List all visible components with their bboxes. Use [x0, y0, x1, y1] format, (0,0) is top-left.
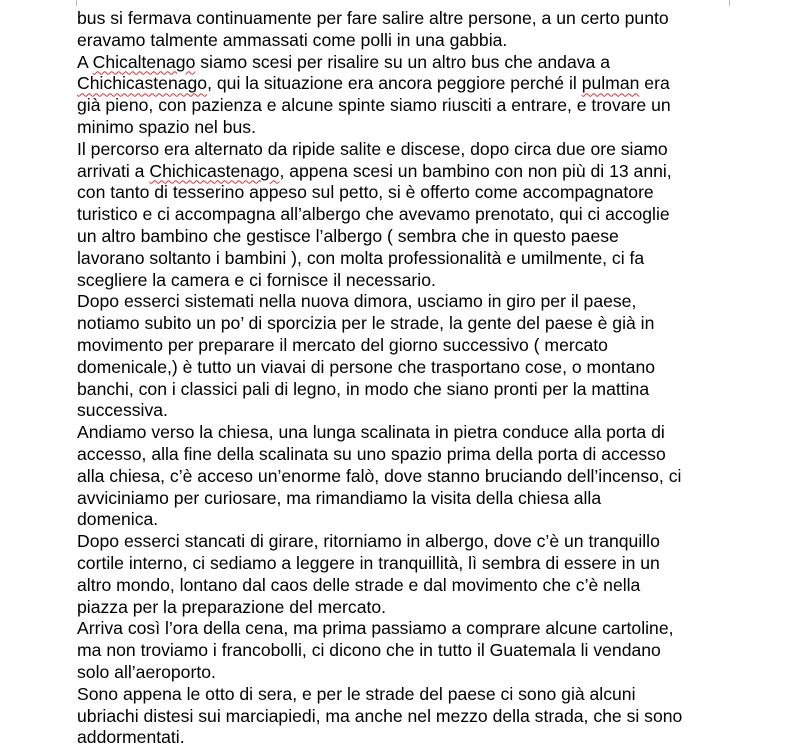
text-segment: Dopo esserci stancati di girare, ritorniamo in albergo, dove c’è un tranquillo	[77, 531, 660, 552]
text-line	[77, 662, 737, 684]
text-segment: minimo spazio nel bus.	[77, 116, 256, 137]
misspelled-word: pulman	[581, 73, 640, 94]
text-segment: notiamo subito un po’ di sporcizia per le strade, la gente del paese è già in	[77, 313, 655, 334]
text-line	[77, 52, 737, 74]
text-segment: addormentati.	[77, 727, 185, 748]
text-segment: Sono appena le otto di sera, e per le strade del paese ci sono già alcuni	[77, 683, 636, 704]
text-segment: lavorano soltanto i bambini ), con molta professionalità e umilmente, ci fa	[77, 247, 645, 268]
text-line	[77, 204, 737, 226]
text-segment: turistico e ci accompagna all’albergo che avevamo prenotato, qui ci accoglie	[77, 204, 670, 225]
document-text-body[interactable]	[77, 8, 737, 749]
text-segment: A	[77, 51, 93, 72]
text-segment: altro mondo, lontano dal caos delle strade e dal movimento che c’è nella	[77, 574, 641, 595]
text-line	[77, 30, 737, 52]
text-line	[77, 139, 737, 161]
text-segment: alla chiesa, c’è acceso un’enorme falò, dove stanno bruciando dell’incenso, ci	[77, 465, 682, 486]
text-segment: domenicale,) è tutto un viavai di persone che trasportano cose, o montano	[77, 356, 656, 377]
text-line	[77, 73, 737, 95]
text-segment: Andiamo verso la chiesa, una lunga scalinata in pietra conduce alla porta di	[77, 422, 665, 443]
text-line	[77, 291, 737, 313]
text-segment: piazza per la preparazione del mercato.	[77, 596, 387, 617]
text-segment: Il percorso era alternato da ripide salite e discese, dopo circa due ore siamo	[77, 138, 668, 159]
text-segment: successiva.	[77, 400, 168, 421]
text-line	[77, 684, 737, 706]
text-segment: un altro bambino che gestisce l’albergo ( sembra che in questo paese	[77, 225, 619, 246]
text-line	[77, 270, 737, 292]
text-segment: , appena scesi un bambino con non più di 13 anni,	[279, 160, 672, 181]
text-line	[77, 422, 737, 444]
text-segment: cortile interno, ci sediamo a leggere in tranquillità, lì sembra di essere in un	[77, 552, 660, 573]
text-line	[77, 248, 737, 270]
text-segment: banchi, con i classici pali di legno, in modo che siano pronti per la mattina	[77, 378, 650, 399]
text-line	[77, 182, 737, 204]
text-segment: accesso, alla fine della scalinata su uno spazio prima della porta di accesso	[77, 443, 666, 464]
text-segment: ubriachi distesi sui marciapiedi, ma anche nel mezzo della strada, che si sono	[77, 705, 683, 726]
text-segment: era	[639, 73, 670, 94]
text-segment: Arriva così l’ora della cena, ma prima passiamo a comprare alcune cartoline,	[77, 618, 674, 639]
misspelled-word: Chichicastenago	[77, 73, 208, 94]
misspelled-word: Chicaltenago	[92, 51, 196, 72]
text-segment: domenica.	[77, 509, 159, 530]
text-line	[77, 727, 737, 749]
text-segment: avviciniamo per curiosare, ma rimandiamo la visita della chiesa alla	[77, 487, 602, 508]
text-line	[77, 553, 737, 575]
text-line	[77, 95, 737, 117]
text-line	[77, 400, 737, 422]
text-line	[77, 575, 737, 597]
text-line	[77, 531, 737, 553]
text-line	[77, 379, 737, 401]
text-line	[77, 117, 737, 139]
text-line	[77, 161, 737, 183]
text-segment: con tanto di tesserino appeso sul petto, si è offerto come accompagnatore	[77, 182, 654, 203]
margin-corner-mark-left	[66, 0, 77, 6]
text-line	[77, 8, 737, 30]
text-segment: già pieno, con pazienza e alcune spinte siamo riusciti a entrare, e trovare un	[77, 95, 671, 116]
text-line	[77, 640, 737, 662]
text-line	[77, 357, 737, 379]
margin-corner-mark-right	[729, 0, 740, 6]
text-segment: , qui la situazione era ancora peggiore perché il	[207, 73, 582, 94]
text-segment: bus si fermava continuamente per fare salire altre persone, a un certo punto	[77, 8, 669, 28]
text-segment: arrivati a	[77, 160, 150, 181]
text-line	[77, 509, 737, 531]
text-line	[77, 444, 737, 466]
text-line	[77, 706, 737, 728]
text-segment: movimento per preparare il mercato del giorno successivo ( mercato	[77, 334, 608, 355]
text-line	[77, 313, 737, 335]
text-segment: eravamo talmente ammassati come polli in una gabbia.	[77, 29, 508, 50]
text-line	[77, 618, 737, 640]
text-line	[77, 597, 737, 619]
text-segment: Dopo esserci sistemati nella nuova dimora, usciamo in giro per il paese,	[77, 291, 637, 312]
text-line	[77, 335, 737, 357]
text-line	[77, 226, 737, 248]
text-segment: scegliere la camera e ci fornisce il necessario.	[77, 269, 436, 290]
text-line	[77, 488, 737, 510]
text-segment: ma non troviamo i francobolli, ci dicono che in tutto il Guatemala li vendano	[77, 640, 661, 661]
text-line	[77, 466, 737, 488]
text-segment: solo all’aeroporto.	[77, 661, 216, 682]
misspelled-word: Chichicastenago	[149, 160, 280, 181]
text-segment: siamo scesi per risalire su un altro bus che andava a	[195, 51, 610, 72]
